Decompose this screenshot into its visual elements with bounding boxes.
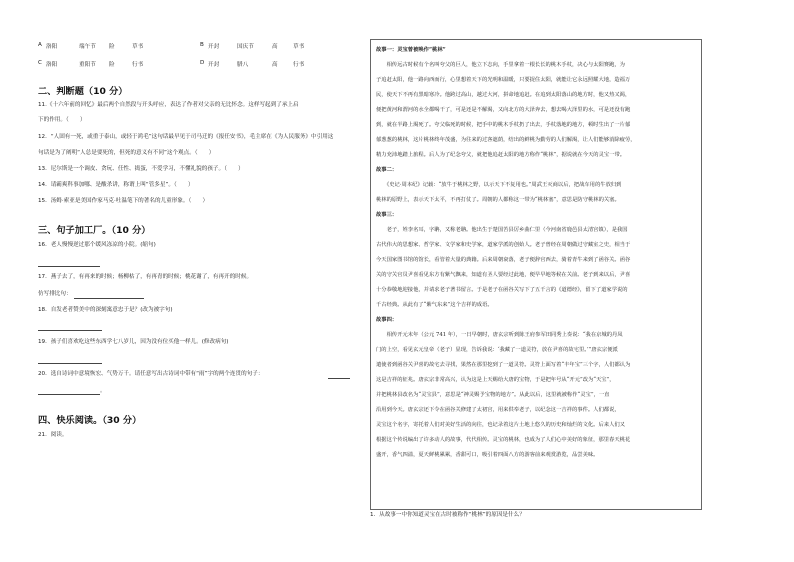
answer-blank-20b[interactable] — [38, 394, 100, 395]
story-line: 到，就在半路上渴死了。夸父临死的时候，把手中的桃木手杖扔了出去，手杖落地的地方，顿时生出了一片郁 — [376, 122, 631, 128]
story-2-title: 故事二： — [376, 167, 398, 173]
section-2-title: 二、判断题（10 分） — [38, 86, 128, 97]
option-letter-a: A — [38, 42, 42, 48]
question-20-end: 。 — [100, 388, 106, 394]
reading-question-1: 1．从故事一中你知道灵宝在古时被称作“桃林”的原因是什么？ — [370, 512, 525, 518]
story-line: 桃林的原野上，表示天下太平，不再打仗了。周朝的人都称这一带为“桃林塞”，意思是防守桃林的关塞。 — [376, 197, 620, 203]
story-line: 子追赶太阳，他一路向西而行，心里想着天下的光明和温暖，只要捉住太阳，就能让它永远照耀大地，造福万 — [376, 77, 631, 83]
story-line: 门的上空，看见玄元皇帝（老子）显现，告诉我说：‘我藏了一道灵符，放在尹喜的故宅里。’”唐玄宗便派 — [376, 347, 618, 353]
story-line: 《史记·周本纪》记载：“放牛于桃林之野，以示天下不复用也。”周武王灭商以后，把战车用的牛放归到 — [376, 182, 622, 188]
option-b-item-1: 开封 — [208, 44, 220, 50]
question-15: 15．汤姆·索亚是美国作家马克·吐温笔下的著名的儿童形象。（ ） — [38, 198, 209, 204]
option-a-item-2: 端午节 — [79, 44, 96, 50]
question-18: 18．自发老者赞美中的深刻寓意忠于是？(改为被字句) — [38, 307, 173, 313]
option-letter-c: C — [38, 60, 42, 66]
answer-blank-18[interactable] — [38, 330, 102, 331]
option-a-item-1: 洛阳 — [46, 44, 58, 50]
question-12-line-2: 句话是为了阐明“人总是要死的，但死的意义有不同”这个观点。（ ） — [38, 150, 215, 156]
answer-blank-17[interactable] — [74, 298, 144, 299]
option-letter-b: B — [200, 42, 204, 48]
story-1-title: 故事一：灵宝曾被唤作“桃林” — [376, 47, 446, 53]
question-17: 17．燕子去了，有再来的时候；杨柳枯了，有再青的时候；桃花谢了，有再开的时候。 — [38, 274, 253, 280]
option-c-item-1: 洛阳 — [46, 62, 58, 68]
question-11-line-1: 11.《十六年前的回忆》最后两个自然段与开头呼应，表达了作者对父亲的无比怀念。这样写起到了承上启 — [38, 102, 299, 108]
section-3-title: 三、句子加工厂。（10 分） — [38, 225, 151, 236]
option-d-item-3: 高 — [272, 62, 278, 68]
option-b-item-3: 高 — [272, 44, 278, 50]
story-line: 郁葱葱的桃林，这片桃林终年茂盛，为往来的过客遮荫，结出的鲜桃为勤劳的人们解渴，让人们能够消除疲劳， — [376, 137, 636, 143]
option-b-item-4: 草书 — [293, 44, 305, 50]
story-line: 相传开元末年（公元 741 年），一日早朝时，唐玄宗听到陈王府参军田同秀上奏说：“我在京城的丹凤 — [376, 332, 623, 338]
story-line: 遣使者到函谷关尹喜的故宅去寻找，果然在那里挖到了一道灵符。灵符上面写着“丰年宝”三个字，人们都认为 — [376, 362, 631, 368]
story-line: 今天国家图书馆的馆长，看管着大量的典籍。后来周朝衰落，老子便辞官西去，骑着青牛来到了函谷关。函谷 — [376, 257, 631, 263]
answer-blank-20a[interactable] — [328, 378, 350, 379]
question-13: 13．尼尔斯是一个调皮、贪玩、任性、捣蛋，不爱学习，不懂礼貌的孩子。（ ） — [38, 166, 244, 172]
question-12-line-1: 12．“人固有一死，或重于泰山，或轻于鸿毛”这句话最早见于司马迁的《报任安书》，毛主席在《为人民服务》中引用这 — [38, 134, 334, 140]
option-c-item-3: 险 — [109, 62, 115, 68]
story-line: 这是吉祥的征兆。唐玄宗非常高兴，认为这是上天赐给大唐的宝物，于是把年号从“开元”改为“天宝”， — [376, 377, 615, 383]
story-line: 关的守关官员尹喜看见东方有紫气飘来，知道有圣人要经过此地，便早早地等候在关前。老子到来以后，尹喜 — [376, 272, 631, 278]
question-14: 14．请霸爽科事加哪、是酸杀讲，称谓上叫“管多星”。（ ） — [38, 182, 194, 188]
option-d-item-4: 行书 — [293, 62, 305, 68]
story-line: 千古经典。从此有了“紫气东来”这个吉祥的成语。 — [376, 302, 493, 308]
story-line: 古代伟大的思想家、哲学家、文学家和史学家，道家学派的创始人。老子曾经在周朝做过守藏室之史，相当于 — [376, 242, 631, 248]
option-d-item-2: 腊八 — [237, 62, 249, 68]
option-d-item-1: 开封 — [208, 62, 220, 68]
story-line: 沿用到今天。唐玄宗还下令在函谷关修建了太初宫，用来供奉老子，以纪念这一吉祥的事件。人们都说， — [376, 407, 620, 413]
story-line: 相传远古时候有个名叫夸父的巨人，他立下志向，手里拿着一根长长的桃木手杖，决心与太阳赛跑，为 — [376, 62, 625, 68]
option-letter-d: D — [200, 60, 205, 66]
story-line: 盛开，香气四溢，夏天鲜桃累累，香甜可口，吸引着四面八方的游客前来观赏游览，品尝美味。 — [376, 452, 599, 458]
story-line: 灵宝这个名字，寄托着人们对美好生活的向往，也记录着这片土地上悠久的历史和灿烂的文化。后来人们又 — [376, 422, 625, 428]
story-line: 老子，姓李名耳，字聃，又称老聃。他出生于楚国苦县厉乡曲仁里（今河南省鹿邑县太清宫镇），是我国 — [376, 227, 628, 233]
question-17-prompt: 仿写排比句： — [38, 291, 72, 297]
answer-blank-16[interactable] — [38, 266, 100, 267]
story-4-title: 故事四： — [376, 317, 398, 323]
story-line: 并把桃林县改名为“灵宝县”，意思是“神灵赐予宝物的地方”。从此以后，这里就被称作“灵宝”，一直 — [376, 392, 610, 398]
option-a-item-4: 草书 — [132, 44, 144, 50]
section-4-title: 四、快乐阅读。（30 分） — [38, 415, 142, 426]
question-19: 19．孩子们喜欢吃这些东西学七八岁儿，因为没有位买他一样儿。(修改病句) — [38, 339, 229, 345]
story-3-title: 故事三： — [376, 212, 398, 218]
question-16: 16．老人慢慢逆过那个缓风冻凉的小院。(缩句) — [38, 242, 156, 248]
answer-blank-19[interactable] — [38, 363, 102, 364]
option-c-item-2: 重阳节 — [79, 62, 96, 68]
story-line: 十分恭敬地迎接他，并请求老子著书留言。于是老子在函谷关写下了五千言的《道德经》，留下了道家学说的 — [376, 287, 628, 293]
story-line: 便把黄河和渭河的水全都喝干了，可是还是不解渴，又向北方的大泽奔去，想去喝大泽里的水，可是还没有跑 — [376, 107, 631, 113]
question-11-line-2: 下的作用。（ ） — [38, 117, 86, 123]
story-line: 民，使天下不再有黑暗寒冷。他跨过高山，越过大河，拼命地追赶。在追到太阳落山的地方时，他又热又渴， — [376, 92, 631, 98]
question-21: 21．阅读。 — [38, 432, 68, 438]
story-line: 精力充沛地踏上旅程。后人为了纪念夸父，就把他追赶太阳的地方称作“桃林”，据说就在今天的灵宝一带。 — [376, 152, 626, 158]
option-b-item-2: 国庆节 — [237, 44, 254, 50]
question-20: 20．选自诗词中意境恢宏、气势万千。请任意写出古诗词中带有“雨”字的两个连贯的句子： — [38, 371, 264, 377]
option-a-item-3: 险 — [109, 44, 115, 50]
option-c-item-4: 行书 — [132, 62, 144, 68]
story-line: 根据这个传说编出了许多动人的故事，代代相传。灵宝的桃林，也成为了人们心中美好的象征，那里春天桃花 — [376, 437, 631, 443]
